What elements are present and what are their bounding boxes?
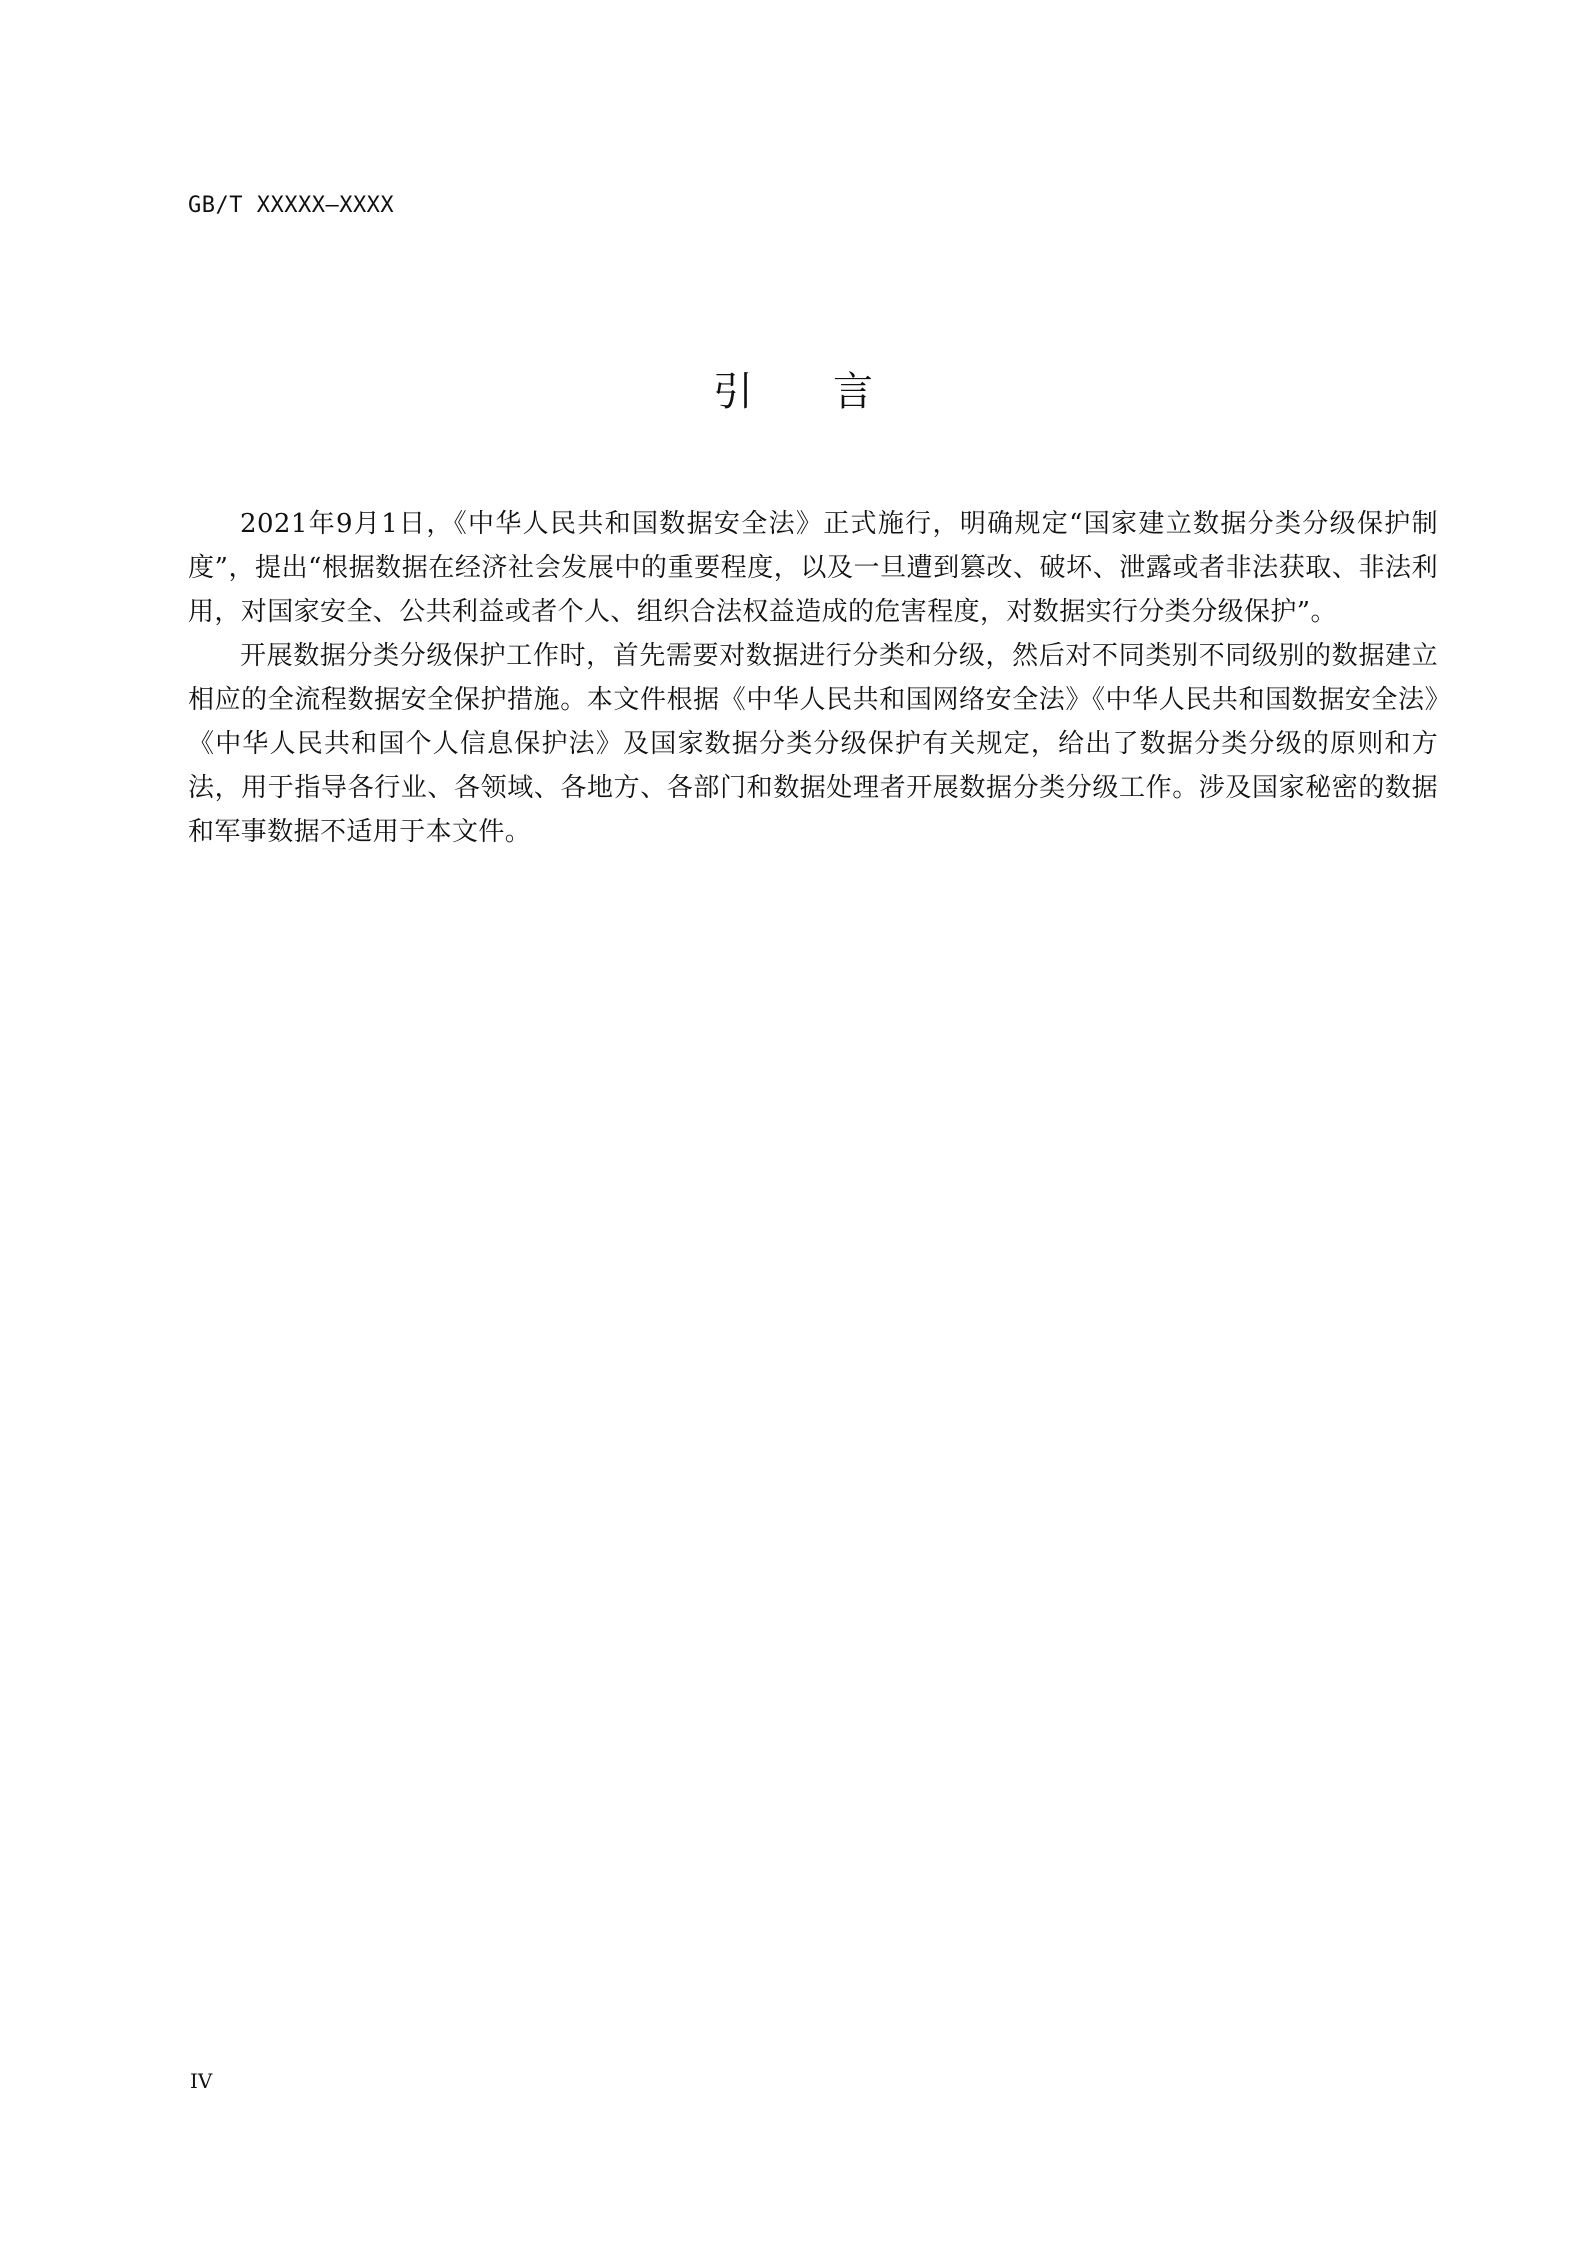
page-number: IV: [190, 2069, 213, 2093]
section-title-char-1: 引: [713, 369, 753, 415]
paragraph-2: 开展数据分类分级保护工作时，首先需要对数据进行分类和分级，然后对不同类别不同级别的数据建立相应的全流程数据安全保护措施。本文件根据《中华人民共和国网络安全法》《中华人民共和国数据安全法》《中华人民共和国个人信息保护法》及国家数据分类分级保护有关规定，给出了数据分类分级的原则和方法，用于指导各行业、各领域、各地方、各部门和数据处理者开展数据分类分级工作。涉及国家秘密的数据和军事数据不适用于本文件。: [188, 641, 1438, 847]
body-text: [188, 502, 1438, 854]
section-title-char-2: 言: [833, 369, 873, 415]
section-title: [0, 362, 1586, 422]
paragraph-1: 2021年9月1日，《中华人民共和国数据安全法》正式施行，明确规定“国家建立数据分类分级保护制度”，提出“根据数据在经济社会发展中的重要程度，以及一旦遭到篡改、破坏、泄露或者非法获取、非法利用，对国家安全、公共利益或者个人、组织合法权益造成的危害程度，对数据实行分类分级保护”。: [188, 509, 1438, 627]
document-standard-number: GB/T XXXXX—XXXX: [188, 193, 395, 218]
